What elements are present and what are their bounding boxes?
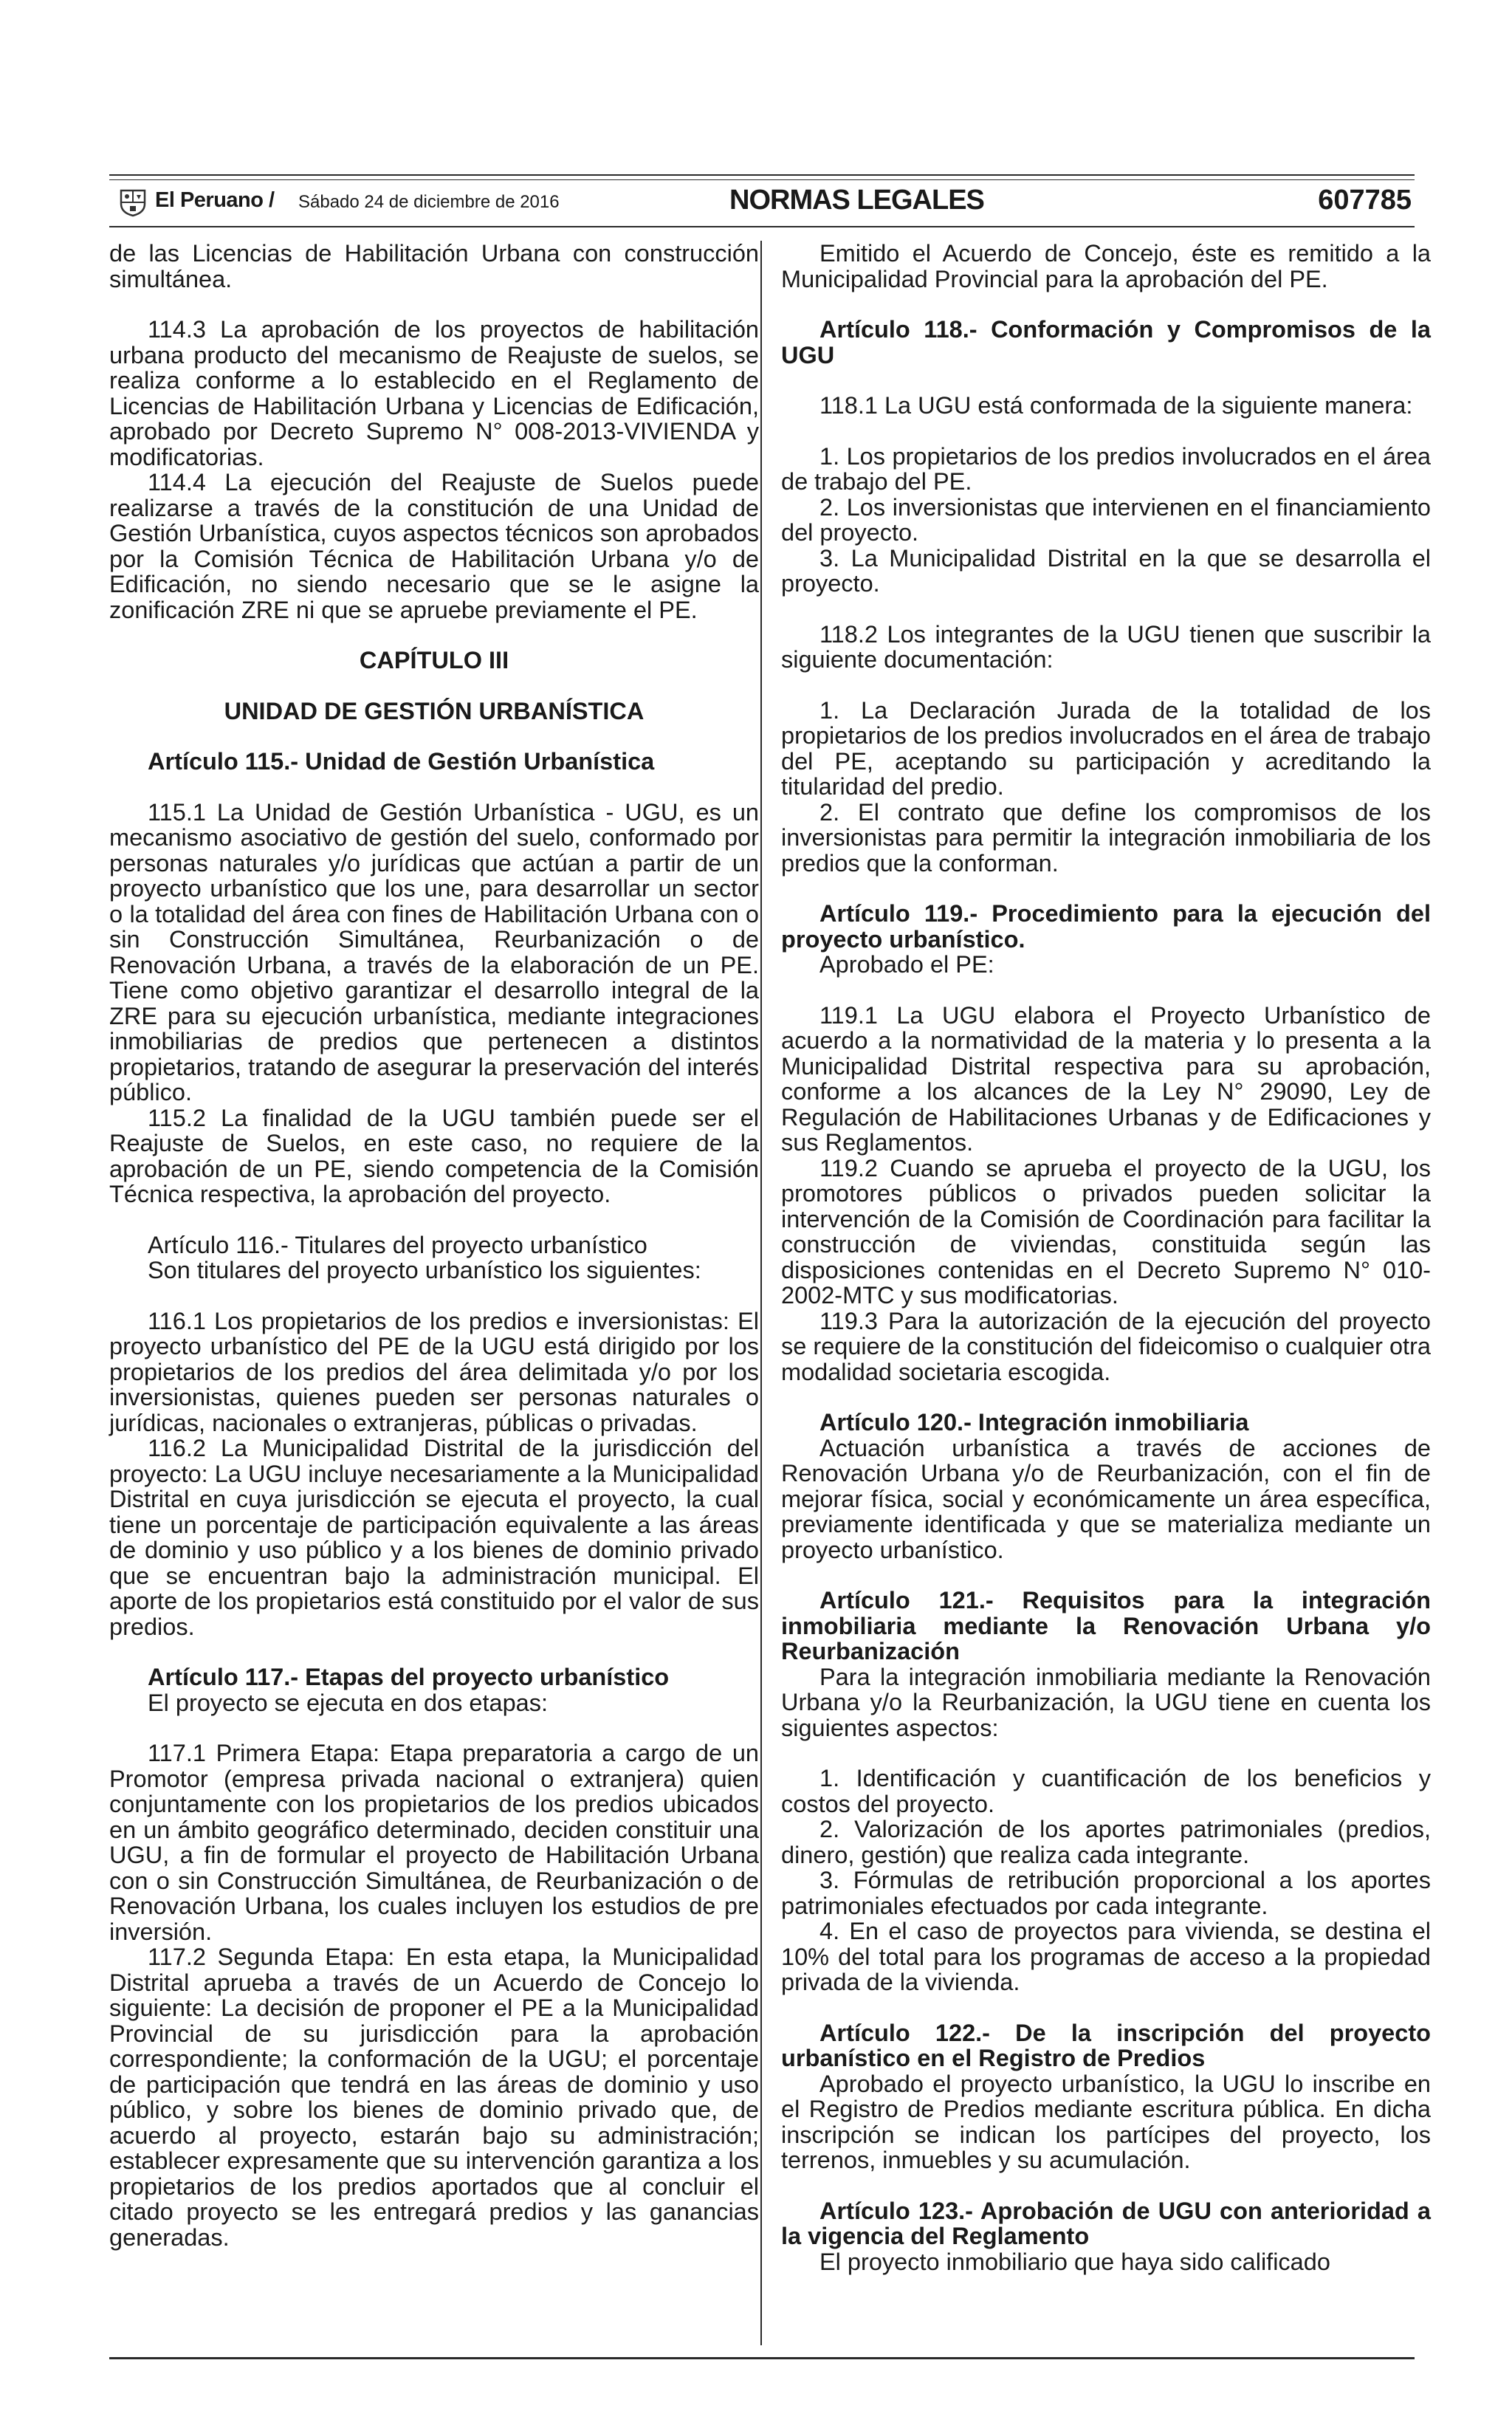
header-rule-bottom xyxy=(109,226,1415,227)
coat-of-arms-icon xyxy=(117,186,149,217)
paragraph: 118.2 Los integrantes de la UGU tienen que suscribir la siguiente documentación: xyxy=(781,620,1431,673)
paragraph: 119.2 Cuando se aprueba el proyecto de la UGU, los promotores públicos o privados pueden solicitar la intervención de la Comisión de Coordinación para facilitar la construcción de viviendas, constituida según las disposiciones contenidas en el Decreto Supremo N° 010-2002-MTC y sus modificatorias. xyxy=(781,1154,1431,1309)
paragraph: 119.3 Para la autorización de la ejecución del proyecto se requiere de la constitución del fideicomiso o cualquier otra modalidad societaria escogida. xyxy=(781,1307,1431,1385)
left-column xyxy=(109,241,759,2338)
paragraph: de las Licencias de Habilitación Urbana con construcción simultánea. xyxy=(109,240,759,292)
paragraph: El proyecto inmobiliario que haya sido calificado xyxy=(819,2248,1330,2275)
publication-date: Sábado 24 de diciembre de 2016 xyxy=(298,192,560,212)
paragraph: 119.1 La UGU elabora el Proyecto Urbanístico de acuerdo a la normatividad de la materia y lo presenta a la Municipalidad Distrital respectiva para su aprobación, conforme a los alcances de la Ley N° 29090, Ley de Regulación de Habilitaciones Urbanas y de Edificaciones y sus Reglamentos. xyxy=(781,1001,1431,1156)
paragraph: Emitido el Acuerdo de Concejo, éste es remitido a la Municipalidad Provincial para la aprobación del PE. xyxy=(781,240,1431,292)
paragraph: 4. En el caso de proyectos para vivienda, se destina el 10% del total para los programas de acceso a la propiedad privada de la vivienda. xyxy=(781,1918,1431,1995)
paragraph: Aprobado el PE: xyxy=(819,951,994,978)
paragraph: 117.1 Primera Etapa: Etapa preparatoria a cargo de un Promotor (empresa privada nacional o extranjera) quien conjuntamente con los propietarios de los predios ubicados en un ámbito geográfico determinado, deciden constituir una UGU, a fin de formular el proyecto de Habilitación Urbana con o sin Construcción Simultánea, de Reurbanización o de Renovación Urbana, los cuales incluyen los estudios de pre inversión. xyxy=(109,1740,759,1945)
paragraph: 117.2 Segunda Etapa: En esta etapa, la Municipalidad Distrital aprueba a través de un Acuerdo de Concejo lo siguiente: La decisión de proponer el PE a la Municipalidad Provincial de su jurisdicción para la aprobación correspondiente; la conformación de la UGU; el porcentaje de participación que tendrá en las áreas de dominio y uso público, y sobre los bienes de dominio privado que, de acuerdo al proyecto, estarán bajo su administración; establecer expresamente que su intervención garantiza a los propietarios de los predios aportados que al concluir el citado proyecto se les entregará predios y las ganancias generadas. xyxy=(109,1944,759,2251)
page-header xyxy=(109,176,1415,229)
footer-rule xyxy=(109,2357,1415,2359)
paragraph: 2. Los inversionistas que intervienen en el financiamiento del proyecto. xyxy=(781,493,1431,546)
article-heading: Artículo 115.- Unidad de Gestión Urbanística xyxy=(148,748,655,775)
paragraph: 2. El contrato que define los compromisos de los inversionistas para permitir la integración inmobiliaria de los predios que la conforman. xyxy=(781,798,1431,877)
paragraph: 114.4 La ejecución del Reajuste de Suelos puede realizarse a través de la constitución de una Unidad de Gestión Urbanística, cuyos aspectos técnicos son aprobados por la Comisión Técnica de Habilitación Urbana y/o de Edificación, no siendo necesario que se le asigne la zonificación ZRE ni que se apruebe previamente el PE. xyxy=(109,469,759,623)
paragraph: Actuación urbanística a través de acciones de Renovación Urbana y/o de Reurbanización, con el fin de mejorar física, social y económicamente un área específica, previamente identificada y que se materializa mediante un proyecto urbanístico. xyxy=(781,1434,1431,1563)
paragraph: 2. Valorización de los aportes patrimoniales (predios, dinero, gestión) que realiza cada integrante. xyxy=(781,1816,1431,1868)
article-heading: Artículo 123.- Aprobación de UGU con anterioridad a la vigencia del Reglamento xyxy=(781,2197,1431,2249)
section-title: NORMAS LEGALES xyxy=(729,185,984,216)
paragraph: 116.1 Los propietarios de los predios e inversionistas: El proyecto urbanístico del PE de la UGU está dirigido por los propietarios de los predios del área delimitada y/o por los inversionistas, quienes pueden ser personas naturales o jurídicas, nacionales o extranjeras, públicas o privadas. xyxy=(109,1307,759,1436)
paragraph: 118.1 La UGU está conformada de la siguiente manera: xyxy=(819,392,1413,419)
page-number: 607785 xyxy=(1318,185,1412,216)
column-divider xyxy=(760,241,762,2345)
paragraph: El proyecto se ejecuta en dos etapas: xyxy=(148,1689,549,1716)
article-heading: Artículo 122.- De la inscripción del proyecto urbanístico en el Registro de Predios xyxy=(781,2019,1431,2071)
chapter-heading: CAPÍTULO III xyxy=(359,647,509,673)
paragraph: 116.2 La Municipalidad Distrital de la jurisdicción del proyecto: La UGU incluye necesariamente a la Municipalidad Distrital en cuya jurisdicción se ejecuta el proyecto, la cual tiene un porcentaje de participación equivalente a las áreas de dominio y uso público y a los bienes de dominio privado que se encuentran bajo la administración municipal. El aporte de los propietarios está constituido por el valor de sus predios. xyxy=(109,1435,759,1640)
paragraph: Para la integración inmobiliaria mediante la Renovación Urbana y/o la Reurbanización, la UGU tiene en cuenta los siguientes aspectos: xyxy=(781,1663,1431,1741)
article-heading: Artículo 121.- Requisitos para la integración inmobiliaria mediante la Renovación Urbana y/o Reurbanización xyxy=(781,1587,1431,1664)
paragraph: 3. La Municipalidad Distrital en la que se desarrolla el proyecto. xyxy=(781,544,1431,597)
paragraph: Aprobado el proyecto urbanístico, la UGU lo inscribe en el Registro de Predios mediante escritura pública. En dicha inscripción se indican los partícipes del proyecto, los terrenos, inmuebles y su acumulación. xyxy=(781,2070,1431,2173)
paragraph: 1. Los propietarios de los predios involucrados en el área de trabajo del PE. xyxy=(781,442,1431,495)
paragraph: 1. Identificación y cuantificación de los beneficios y costos del proyecto. xyxy=(781,1765,1431,1817)
paragraph: Artículo 116.- Titulares del proyecto urbanístico xyxy=(148,1231,647,1258)
paragraph: 3. Fórmulas de retribución proporcional a los aportes patrimoniales efectuados por cada integrante. xyxy=(781,1867,1431,1919)
article-heading: Artículo 120.- Integración inmobiliaria xyxy=(819,1409,1249,1436)
article-heading: Artículo 119.- Procedimiento para la ejecución del proyecto urbanístico. xyxy=(781,900,1431,953)
paragraph: 115.1 La Unidad de Gestión Urbanística - UGU, es un mecanismo asociativo de gestión del suelo, conformado por personas naturales y/o jurídicas que actúan a partir de un proyecto urbanístico que los une, para desarrollar un sector o la totalidad del área con fines de Habilitación Urbana con o sin Construcción Simultánea, Reurbanización o de Renovación Urbana, a través de la elaboración de un PE. Tiene como objetivo garantizar el desarrollo integral de la ZRE para su ejecución urbanística, mediante integraciones inmobiliarias de predios que pertenecen a distintos propietarios, tratando de asegurar la preservación del interés público. xyxy=(109,798,759,1105)
paragraph: 114.3 La aprobación de los proyectos de habilitación urbana producto del mecanismo de Reajuste de suelos, se realiza conforme a lo establecido en el Reglamento de Licencias de Habilitación Urbana y Licencias de Edificación, aprobado por Decreto Supremo N° 008-2013-VIVIENDA y modificatorias. xyxy=(109,316,759,470)
paragraph: Son titulares del proyecto urbanístico los siguientes: xyxy=(148,1257,701,1283)
paragraph: 115.2 La finalidad de la UGU también puede ser el Reajuste de Suelos, en este caso, no requiere de la aprobación de un PE, siendo competencia de la Comisión Técnica respectiva, la aprobación del proyecto. xyxy=(109,1104,759,1207)
right-column xyxy=(781,241,1431,2338)
publication-name: El Peruano / xyxy=(155,188,275,212)
article-heading: Artículo 117.- Etapas del proyecto urbanístico xyxy=(148,1664,670,1690)
article-heading: Artículo 118.- Conformación y Compromisos de la UGU xyxy=(781,316,1431,368)
chapter-heading: UNIDAD DE GESTIÓN URBANÍSTICA xyxy=(224,697,645,724)
paragraph: 1. La Declaración Jurada de la totalidad de los propietarios de los predios involucrados en el área de trabajo del PE, aceptando su participación y acreditando la titularidad del predio. xyxy=(781,696,1431,800)
